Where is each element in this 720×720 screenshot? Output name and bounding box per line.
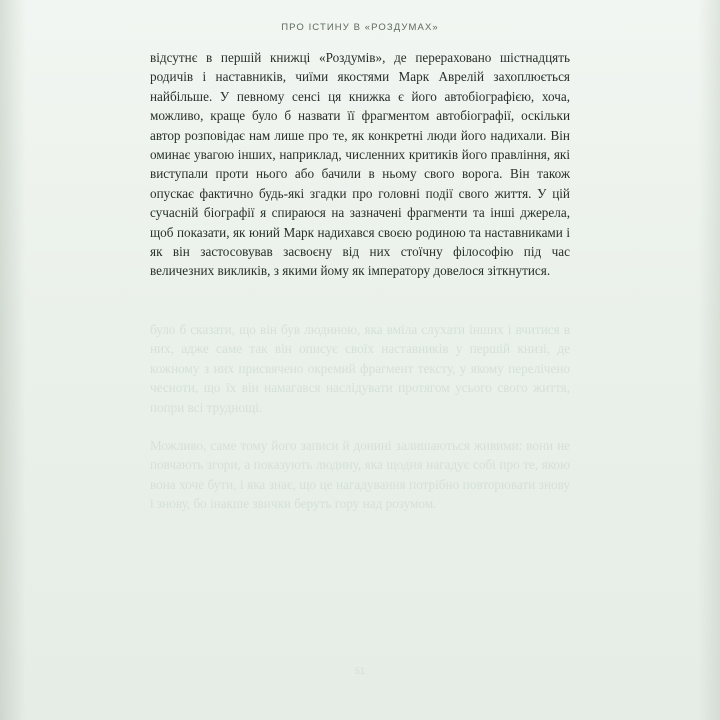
show-through-text: [150, 320, 570, 514]
body-paragraph: відсутнє в першій книжці «Роздумів», де перераховано шістнадцять родичів і наставників, чиїми якостями Марк Аврелій захоплюється найбільше. У певному сенсі ця книжка є його автобіографією, хоча, можливо, краще було б назвати її фрагментом автобіографії, оскільки автор розповідає нам лише про те, як конкретні люди його надихали. Він оминає увагою інших, наприклад, численних критиків його правління, які виступали проти нього або бачили в ньому свого ворога. Він також опускає фактично будь-які згадки про головні події свого життя. У цій сучасній біографії я спираюся на зазначені фрагменти та інші джерела, щоб показати, як юний Марк надихався своєю родиною та наставниками і як він застосовував засвоєну від них стоїчну філософію під час величезних викликів, з якими йому як імператору довелося зіткнутися.: [150, 50, 570, 279]
running-head: ПРО ІСТИНУ В «РОЗДУМАХ»: [281, 22, 439, 33]
ghost-paragraph-2: Можливо, саме тому його записи й донині залишаються живими: вони не повчають згори, а показують людину, яка щодня нагадує собі про те, якою вона хоче бути, і яка знає, що це нагадування потрібно повторювати знову і знову, бо інакше звички беруть гору над розумом.: [150, 438, 570, 512]
body-text: [150, 48, 570, 281]
page-number: 51: [354, 666, 365, 676]
ghost-paragraph-1: було б сказати, що він був людиною, яка вміла слухати інших і вчитися в них, адже саме так він описує своїх наставників у першій книзі, де кожному з них присвячено окремий фрагмент тексту, у якому перелічено чесноти, що їх він намагався наслідувати протягом усього свого життя, попри всі труднощі.: [150, 322, 570, 415]
